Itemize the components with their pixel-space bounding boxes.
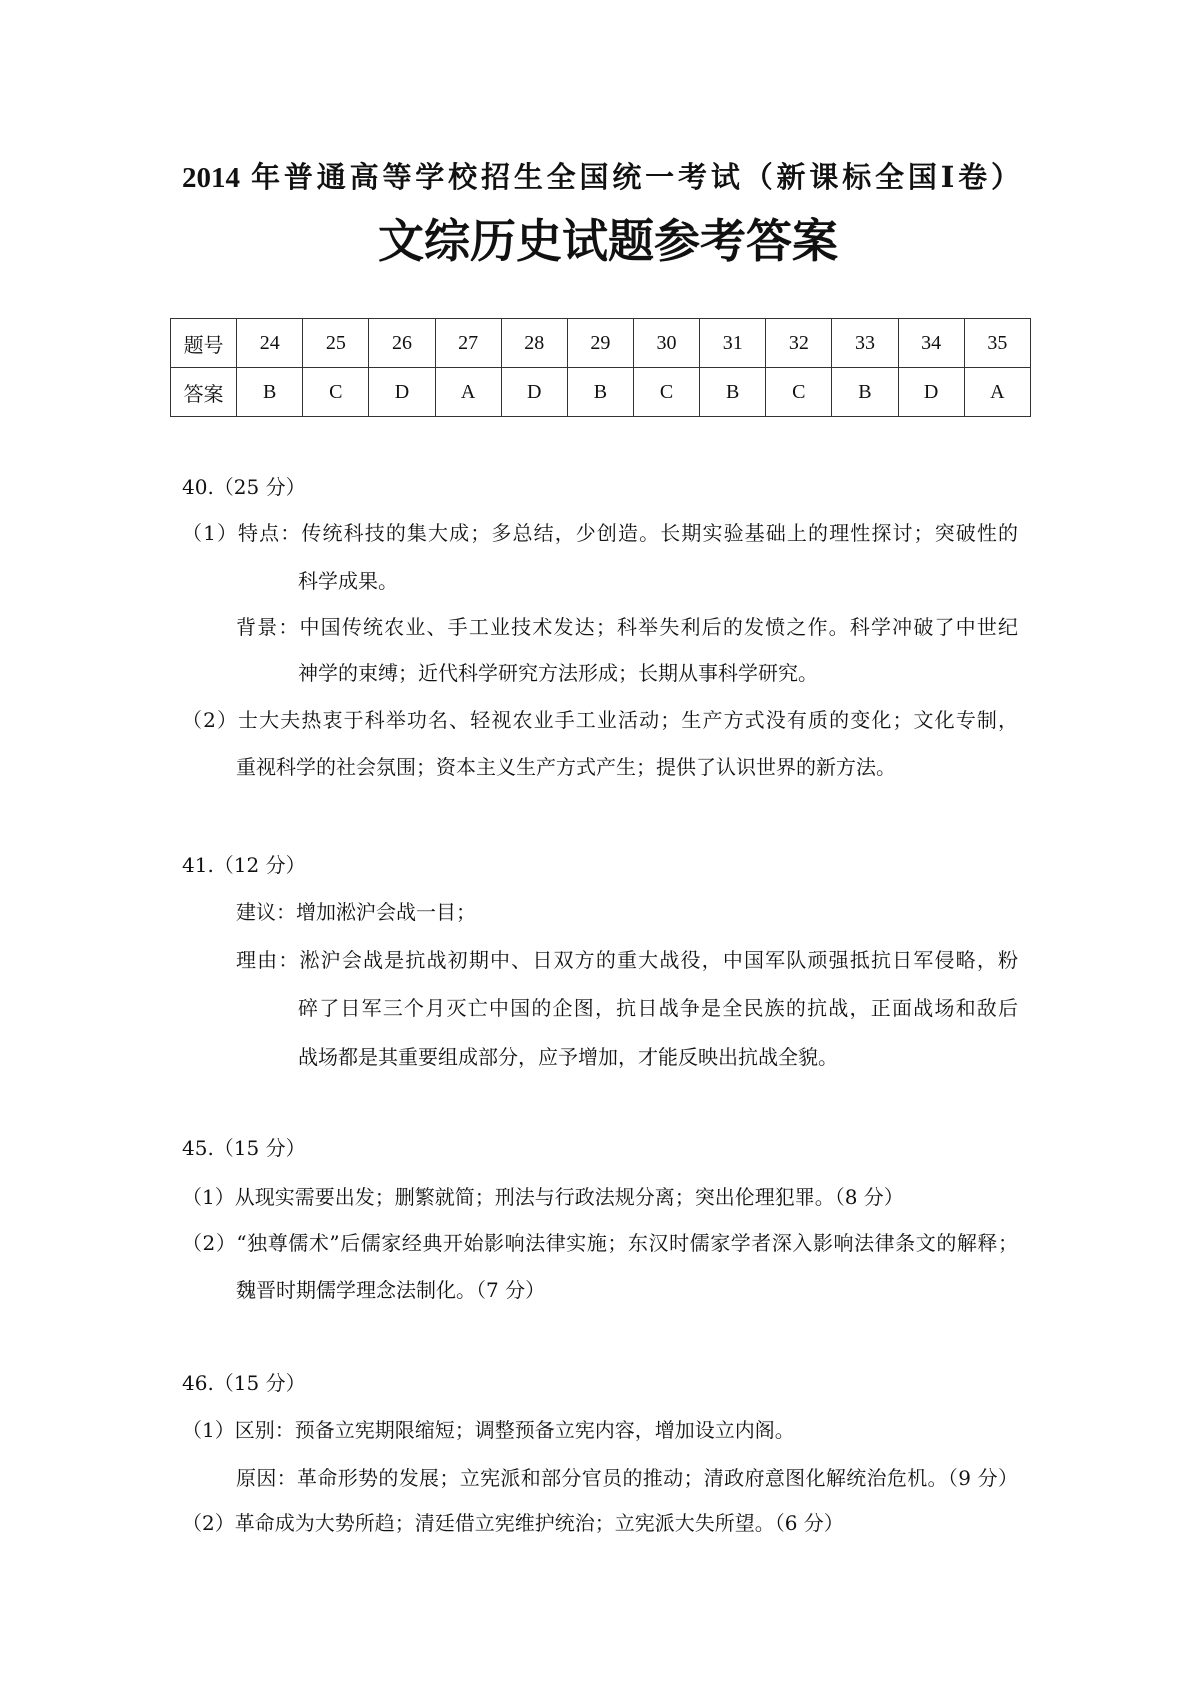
question-number: 34 — [898, 319, 964, 368]
answer-line: （1）特点：传统科技的集大成；多总结，少创造。长期实验基础上的理性探讨；突破性的 — [182, 521, 1018, 545]
answer-cell: D — [501, 368, 567, 417]
question-40-heading: 40.（25 分） — [182, 475, 306, 499]
answer-cell: A — [964, 368, 1030, 417]
question-46-heading: 46.（15 分） — [182, 1371, 306, 1395]
answer-line: （2）士大夫热衷于科举功名、轻视农业手工业活动；生产方式没有质的变化；文化专制， — [182, 708, 1018, 732]
answer-cell: A — [435, 368, 501, 417]
row-label: 题号 — [171, 319, 237, 368]
question-41-heading: 41.（12 分） — [182, 853, 306, 877]
answer-cell: C — [633, 368, 699, 417]
answer-cell: B — [700, 368, 766, 417]
answer-row — [171, 368, 1031, 417]
question-number: 25 — [303, 319, 369, 368]
answer-line: 原因：革命形势的发展；立宪派和部分官员的推动；清政府意图化解统治危机。（9 分） — [236, 1466, 1018, 1490]
answer-line: 重视科学的社会氛围；资本主义生产方式产生；提供了认识世界的新方法。 — [236, 755, 896, 779]
answer-line: 战场都是其重要组成部分，应予增加，才能反映出抗战全貌。 — [298, 1045, 838, 1069]
answer-cell: D — [369, 368, 435, 417]
answer-cell: B — [832, 368, 898, 417]
question-45-heading: 45.（15 分） — [182, 1136, 306, 1160]
question-number: 31 — [700, 319, 766, 368]
answer-cell: B — [237, 368, 303, 417]
answer-line: （1）从现实需要出发；删繁就简；刑法与行政法规分离；突出伦理犯罪。（8 分） — [182, 1185, 904, 1209]
question-number: 35 — [964, 319, 1030, 368]
answer-line: 神学的束缚；近代科学研究方法形成；长期从事科学研究。 — [298, 661, 818, 685]
question-number-row — [171, 319, 1031, 368]
answer-cell: B — [567, 368, 633, 417]
question-number: 27 — [435, 319, 501, 368]
question-number: 30 — [633, 319, 699, 368]
answer-line: 建议：增加淞沪会战一目； — [236, 900, 476, 924]
answer-line: 科学成果。 — [298, 569, 398, 593]
row-label: 答案 — [171, 368, 237, 417]
answer-line: （2）“独尊儒术”后儒家经典开始影响法律实施；东汉时儒家学者深入影响法律条文的解释； — [182, 1231, 1018, 1255]
answer-line: 魏晋时期儒学理念法制化。（7 分） — [236, 1278, 546, 1302]
answer-line: 背景：中国传统农业、手工业技术发达；科举失利后的发愤之作。科学冲破了中世纪 — [236, 615, 1018, 639]
question-number: 33 — [832, 319, 898, 368]
answer-line: 碎了日军三个月灭亡中国的企图，抗日战争是全民族的抗战，正面战场和敌后 — [298, 996, 1018, 1020]
answer-cell: C — [303, 368, 369, 417]
question-number: 28 — [501, 319, 567, 368]
exam-title: 2014 年普通高等学校招生全国统一考试（新课标全国Ⅰ卷） — [182, 162, 1020, 194]
question-number: 24 — [237, 319, 303, 368]
question-number: 32 — [766, 319, 832, 368]
question-number: 29 — [567, 319, 633, 368]
answer-cell: D — [898, 368, 964, 417]
answer-line: （1）区别：预备立宪期限缩短；调整预备立宪内容，增加设立内阁。 — [182, 1418, 795, 1442]
question-number: 26 — [369, 319, 435, 368]
document-title: 文综历史试题参考答案 — [378, 214, 838, 268]
answer-line: （2）革命成为大势所趋；清廷借立宪维护统治；立宪派大失所望。（6 分） — [182, 1511, 844, 1535]
answer-cell: C — [766, 368, 832, 417]
answer-table — [170, 318, 1031, 417]
answer-line: 理由：淞沪会战是抗战初期中、日双方的重大战役，中国军队顽强抵抗日军侵略，粉 — [236, 948, 1018, 972]
